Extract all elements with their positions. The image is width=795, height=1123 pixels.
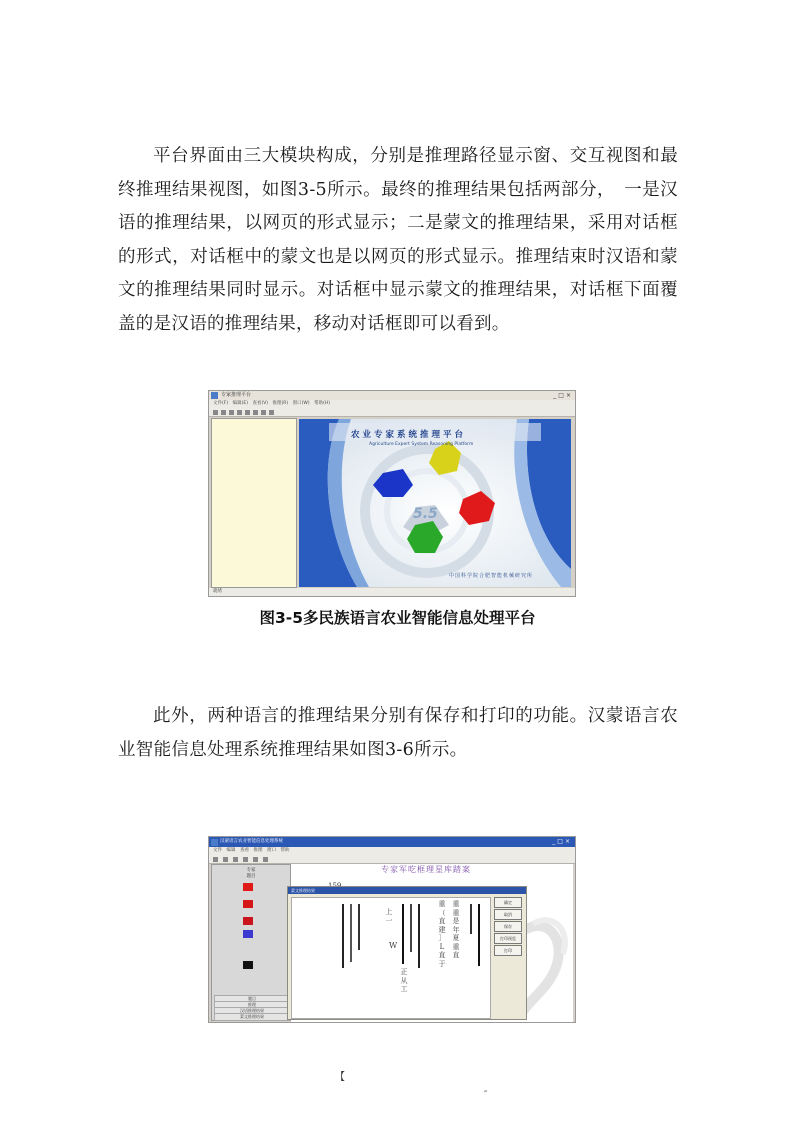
tree-top-label: 题目: [246, 874, 256, 879]
result-page-title: 专家军吃框理星库踏案: [381, 865, 471, 874]
node-red-icon: [243, 917, 253, 925]
figure-3-5-caption: 图3-5多民族语言农业智能信息处理平台: [259, 609, 536, 627]
app-logo-icon: [211, 839, 218, 846]
vertical-glyph: 是: [452, 917, 460, 925]
dialog-title: 蒙文推理结果: [288, 887, 526, 894]
mongolian-script-column: [410, 904, 412, 952]
figure-3-6-screenshot: [208, 836, 576, 1023]
new-icon: [213, 410, 218, 415]
vertical-glyph: 于: [438, 959, 446, 968]
open-icon: [221, 410, 226, 415]
vertical-glyph: 夏: [452, 934, 460, 942]
vertical-glyph: 直: [452, 951, 460, 959]
mongolian-script-column: [418, 904, 420, 968]
vertical-glyph: 年: [452, 925, 460, 934]
toolbar: [209, 855, 575, 864]
window-title: 汉蒙语言农业智能信息处理系统: [220, 839, 283, 844]
node-red-icon: [243, 883, 253, 891]
splash-view: [299, 419, 571, 587]
open-icon: [223, 857, 228, 862]
paste-icon: [253, 410, 258, 415]
node-red-icon: [243, 900, 253, 908]
help-icon: [263, 857, 268, 862]
vertical-glyph: 重: [452, 942, 460, 951]
mongolian-script-column: [402, 904, 404, 964]
chinese-vertical-column: [385, 908, 393, 925]
tree-top-label: 专家: [246, 868, 256, 873]
organization-name: 中国科学院合肥智能机械研究所: [449, 573, 534, 579]
vertical-glyph: W: [389, 941, 398, 950]
menu-bar: 文件(F) 编辑(E) 查看(V) 推理(R) 窗口(W) 帮助(H): [209, 400, 575, 408]
save-icon: [229, 410, 234, 415]
chinese-vertical-column: [389, 942, 397, 951]
mongolian-script-column: [470, 904, 472, 934]
vertical-glyph: 工: [400, 985, 408, 993]
vertical-glyph: L: [439, 942, 445, 951]
body-paragraph-1: 平台界面由三大模块构成，分别是推理路径显示窗、交互视图和最终推理结果视图，如图3-5所示。最终的推理结果包括两部分， 一是汉语的推理结果，以网页的形式显示；二是蒙文的推理结果，采用对话框的形式，对话框中的蒙文也是以网页的形式显示。推理结束时汉语和蒙文的推理结果同时显示。对话框中显示蒙文的推理结果，对话框下面覆盖的是汉语的推理结果，移动对话框即可以看到。: [118, 146, 678, 334]
footer-mark: 【: [335, 1072, 345, 1083]
print-icon: [261, 410, 266, 415]
vertical-glyph: 重: [438, 900, 446, 908]
window-controls-icon: _□×: [553, 392, 573, 399]
splash-subtitle: Agriculture Expert System Reasoning Platform: [369, 442, 474, 447]
vertical-glyph: 重: [452, 908, 460, 917]
mongolian-script-column: [342, 904, 344, 968]
save-button[interactable]: 保存: [494, 921, 522, 932]
mongolian-text-area: [291, 897, 491, 1019]
vertical-glyph: 从: [400, 976, 408, 985]
chinese-vertical-column: [452, 900, 460, 960]
vertical-glyph: 上: [385, 908, 393, 916]
app-logo-icon: [211, 392, 218, 399]
print-button[interactable]: 打印: [494, 945, 522, 956]
mongolian-script-column: [350, 904, 352, 962]
cut-icon: [237, 410, 242, 415]
window-titlebar: [209, 837, 575, 847]
search-icon: [253, 857, 258, 862]
vertical-glyph: （: [438, 908, 446, 917]
chinese-vertical-column: [438, 900, 446, 968]
menu-bar: 文件 编辑 查看 推理 窗口 帮助: [209, 847, 575, 855]
copy-icon: [245, 410, 250, 415]
window-titlebar: [209, 391, 575, 400]
vertical-glyph: 重: [452, 900, 460, 908]
vertical-glyph: 正: [400, 968, 408, 976]
reasoning-path-pane: [211, 418, 297, 588]
version-number: 5.5: [413, 506, 438, 522]
new-icon: [213, 857, 218, 862]
figure-3-5-screenshot: [208, 390, 576, 597]
reasoning-tree-pane: [211, 864, 291, 1021]
body-paragraph-2: 此外，两种语言的推理结果分别有保存和打印的功能。汉蒙语言农业智能信息处理系统推理结果如图3-6所示。: [118, 706, 678, 760]
help-icon: [269, 410, 274, 415]
cancel-button[interactable]: 取消: [494, 909, 522, 920]
ok-button[interactable]: 确定: [494, 897, 522, 908]
tree-footer-item: 推理: [214, 1001, 290, 1009]
print-preview-button[interactable]: 打印预览: [494, 933, 522, 944]
splash-title: 农业专家系统推理平台: [351, 430, 467, 440]
mongolian-script-column: [478, 904, 480, 966]
print-icon: [243, 857, 248, 862]
vertical-glyph: ］: [438, 934, 446, 942]
mongolian-result-dialog: [287, 886, 527, 1020]
tree-footer-item: 题目: [214, 995, 290, 1003]
node-blue-icon: [243, 930, 253, 938]
vertical-glyph: 直: [438, 951, 446, 959]
save-icon: [233, 857, 238, 862]
footer-mark: ″: [484, 1090, 488, 1100]
vertical-glyph: 建: [438, 925, 446, 934]
tree-footer-item: 蒙文推理结果: [214, 1013, 290, 1021]
tree-footer-item: 汉语推理结果: [214, 1007, 290, 1015]
status-bar: 就绪: [209, 588, 575, 596]
vertical-glyph: 直: [438, 917, 446, 925]
node-black-icon: [243, 961, 253, 969]
window-title: 专家推理平台: [221, 392, 252, 398]
chinese-vertical-column: [400, 968, 408, 994]
mongolian-script-column: [358, 904, 360, 950]
window-controls-icon: _□×: [552, 838, 572, 845]
vertical-glyph: 一: [385, 916, 393, 925]
toolbar: [209, 408, 575, 417]
